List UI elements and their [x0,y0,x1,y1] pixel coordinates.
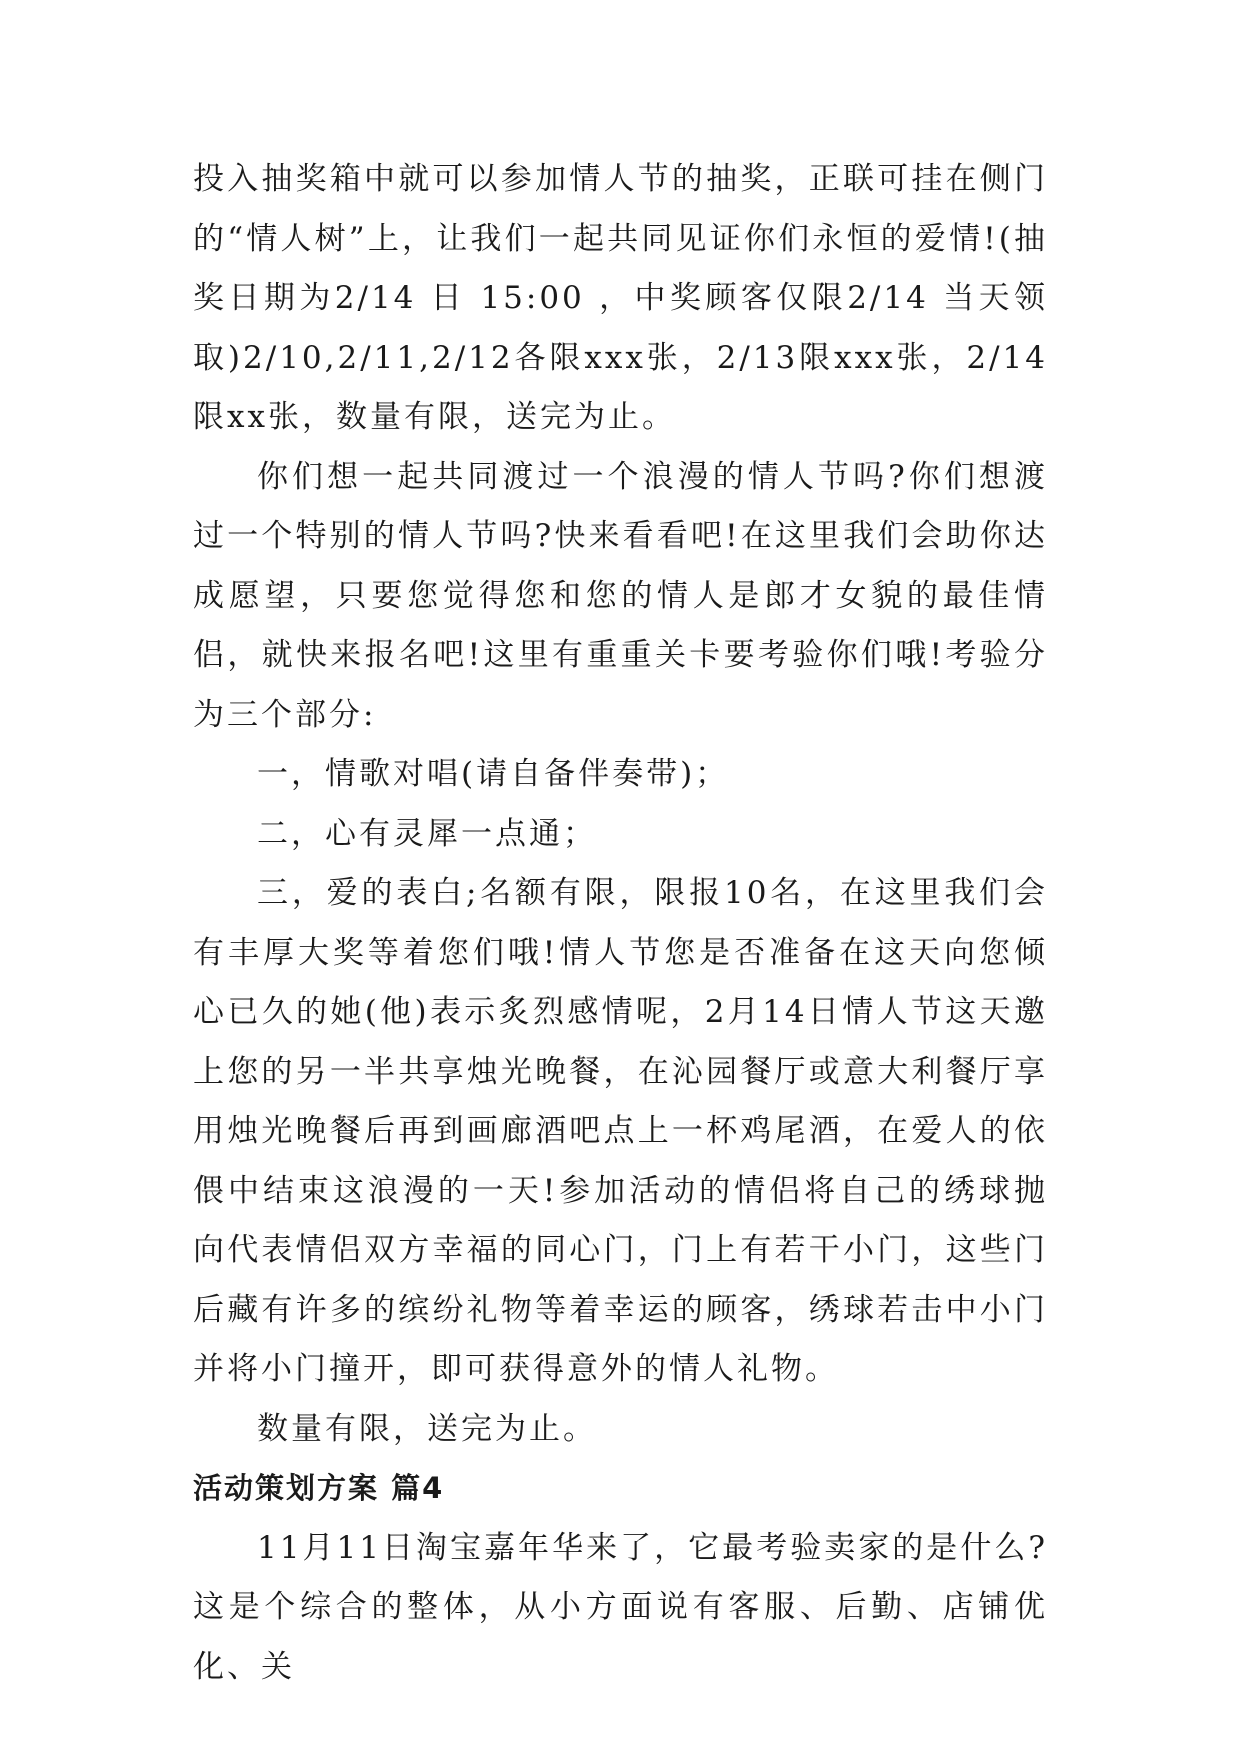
paragraph-valentine-invitation: 你们想一起共同渡过一个浪漫的情人节吗?你们想渡过一个特别的情人节吗?快来看看吧!在这里我们会助你达成愿望，只要您觉得您和您的情人是郎才女貌的最佳情侣，就快来报名吧!这里有重重关卡要考验你们哦!考验分为三个部分: [193,458,1048,733]
paragraph-challenge-one: 一，情歌对唱(请自备伴奏带)； [257,756,730,792]
paragraph-limited-quantity: 数量有限，送完为止。 [257,1410,597,1447]
document-body [193,150,1048,1697]
paragraph-lottery-details: 投入抽奖箱中就可以参加情人节的抽奖，正联可挂在侧门的“情人树”上，让我们一起共同见证你们永恒的爱情!(抽奖日期为2/14 日 15:00 ，中奖顾客仅限2/14 当天领取)2/10,2/11,2/12各限xxx张，2/13限xxx张，2/14限xx张，数量有限，送完为止。 [193,161,1048,435]
paragraph-challenge-three: 三，爱的表白;名额有限，限报10名，在这里我们会有丰厚大奖等着您们哦!情人节您是否准备在这天向您倾心已久的她(他)表示炙烈感情呢，2月14日情人节这天邀上您的另一半共享烛光晚餐，在沁园餐厅或意大利餐厅享用烛光晚餐后再到画廊酒吧点上一杯鸡尾酒，在爱人的依偎中结束这浪漫的一天!参加活动的情侣将自己的绣球抛向代表情侣双方幸福的同心门，门上有若干小门，这些门后藏有许多的缤纷礼物等着幸运的顾客，绣球若击中小门并将小门撞开，即可获得意外的情人礼物。 [193,875,1048,1387]
section-heading: 活动策划方案 篇4 [193,1471,445,1505]
paragraph-challenge-two: 二，心有灵犀一点通； [257,815,597,852]
paragraph-taobao-carnival: 11月11日淘宝嘉年华来了，它最考验卖家的是什么?这是个综合的整体，从小方面说有客服、后勤、店铺优化、关 [193,1529,1048,1685]
